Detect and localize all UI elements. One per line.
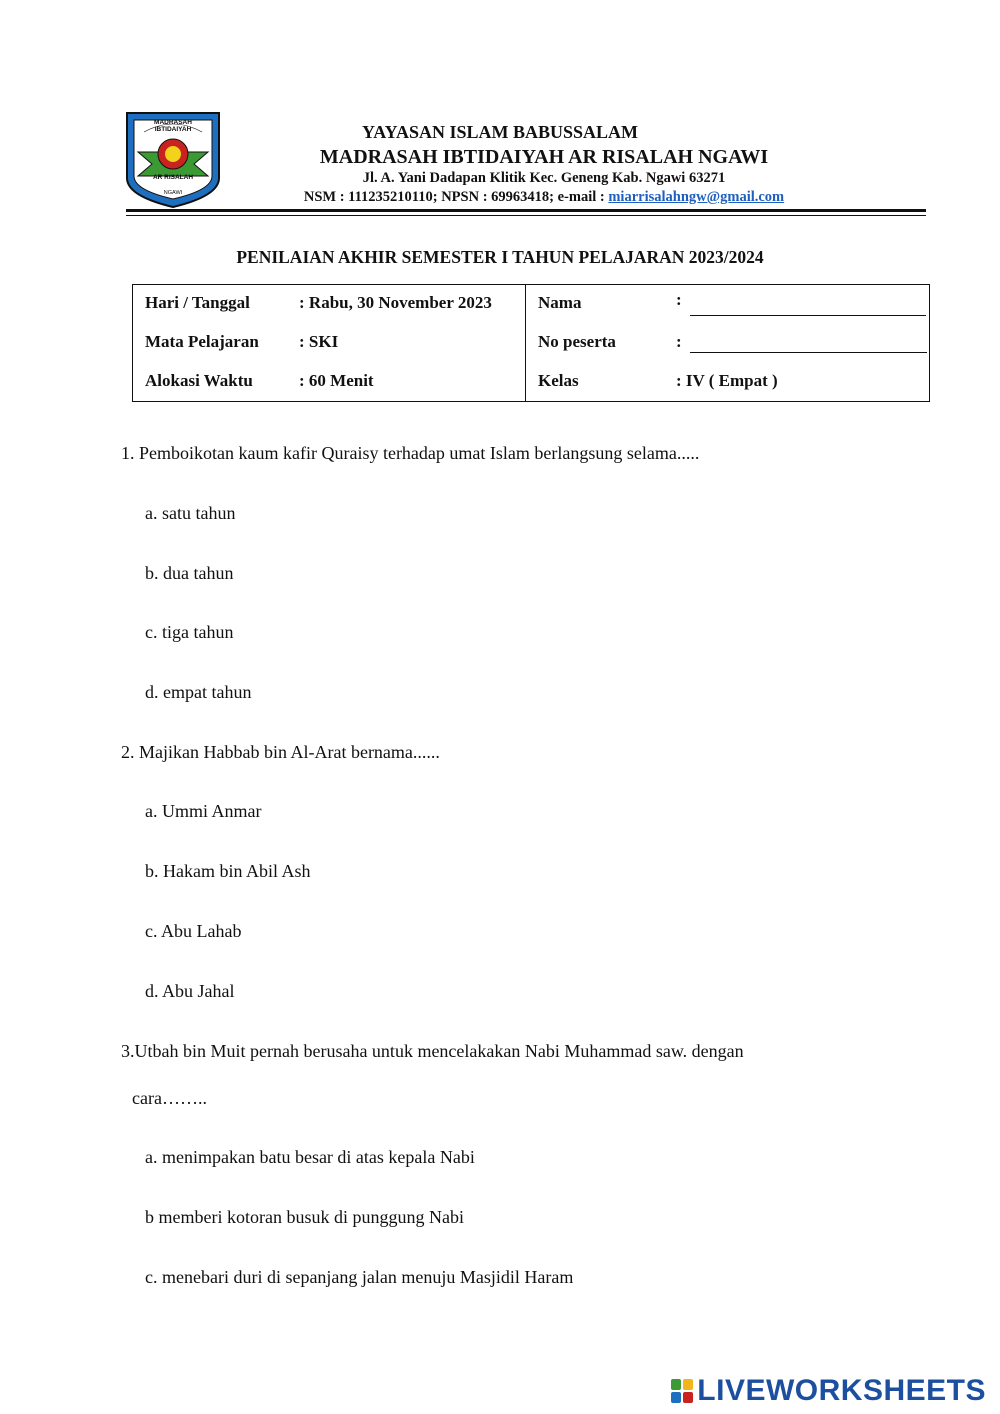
question-3-option-b[interactable]: b memberi kotoran busuk di punggung Nabi — [145, 1207, 464, 1227]
question-1-option-d[interactable]: d. empat tahun — [145, 682, 252, 702]
school-ids-text: NSM : 111235210110; NPSN : 69963418; e-mail : — [303, 189, 609, 205]
question-3-option-c[interactable]: c. menebari duri di sepanjang jalan menuju Masjidil Haram — [145, 1267, 574, 1287]
question-3: 3.Utbah bin Muit pernah berusaha untuk mencelakakan Nabi Muhammad saw. dengan — [121, 1041, 744, 1061]
info-table-divider — [525, 284, 526, 402]
school-ids — [44, 189, 1000, 206]
question-2-option-d[interactable]: d. Abu Jahal — [145, 981, 235, 1001]
email-link[interactable]: miarrisalahngw@gmail.com — [608, 189, 785, 205]
school-name: MADRASAH IBTIDAIYAH AR RISALAH NGAWI — [319, 146, 769, 168]
value-subject: : SKI — [299, 332, 339, 351]
header-rule-thick — [126, 209, 926, 212]
question-1: 1. Pemboikotan kaum kafir Quraisy terhadap umat Islam berlangsung selama..... — [121, 443, 700, 463]
question-2: 2. Majikan Habbab bin Al-Arat bernama...... — [121, 742, 440, 762]
question-1-option-b[interactable]: b. dua tahun — [145, 563, 234, 583]
watermark-text: LIVEWORKSHEETS — [697, 1374, 986, 1407]
value-date: : Rabu, 30 November 2023 — [299, 293, 492, 312]
question-1-option-a[interactable]: a. satu tahun — [145, 503, 236, 523]
logo-text-top: MADRASAH IBTIDAIYAH — [154, 119, 192, 133]
school-address: Jl. A. Yani Dadapan Klitik Kec. Geneng Kab. Ngawi 63271 — [362, 170, 726, 186]
participant-blank-line[interactable] — [690, 352, 927, 353]
question-3-continuation: cara…….. — [132, 1088, 207, 1108]
question-2-option-b[interactable]: b. Hakam bin Abil Ash — [145, 861, 311, 881]
question-3-option-a[interactable]: a. menimpakan batu besar di atas kepala Nabi — [145, 1147, 475, 1167]
logo-text-bottom: NGAWI — [163, 190, 183, 196]
name-blank-line[interactable] — [690, 315, 926, 316]
label-date: Hari / Tanggal — [145, 293, 250, 312]
question-1-option-c[interactable]: c. tiga tahun — [145, 622, 234, 642]
foundation-name: YAYASAN ISLAM BABUSSALAM — [361, 122, 639, 142]
liveworksheets-watermark — [671, 1376, 986, 1406]
question-2-option-c[interactable]: c. Abu Lahab — [145, 921, 242, 941]
header-rule-thin — [126, 215, 926, 216]
label-name: Nama — [538, 293, 582, 312]
exam-title: PENILAIAN AKHIR SEMESTER I TAHUN PELAJARAN 2023/2024 — [236, 247, 764, 267]
label-duration: Alokasi Waktu — [145, 371, 253, 390]
liveworksheets-logo-icon — [671, 1379, 693, 1403]
value-duration: : 60 Menit — [299, 371, 374, 390]
value-participant-colon: : — [676, 332, 682, 351]
label-class: Kelas — [538, 371, 579, 390]
value-name-colon: : — [676, 290, 682, 309]
value-class: : IV ( Empat ) — [676, 371, 778, 390]
question-2-option-a[interactable]: a. Ummi Anmar — [145, 801, 262, 821]
label-subject: Mata Pelajaran — [145, 332, 259, 351]
label-participant-number: No peserta — [538, 332, 616, 351]
logo-text-band: AR RISALAH — [152, 174, 194, 181]
